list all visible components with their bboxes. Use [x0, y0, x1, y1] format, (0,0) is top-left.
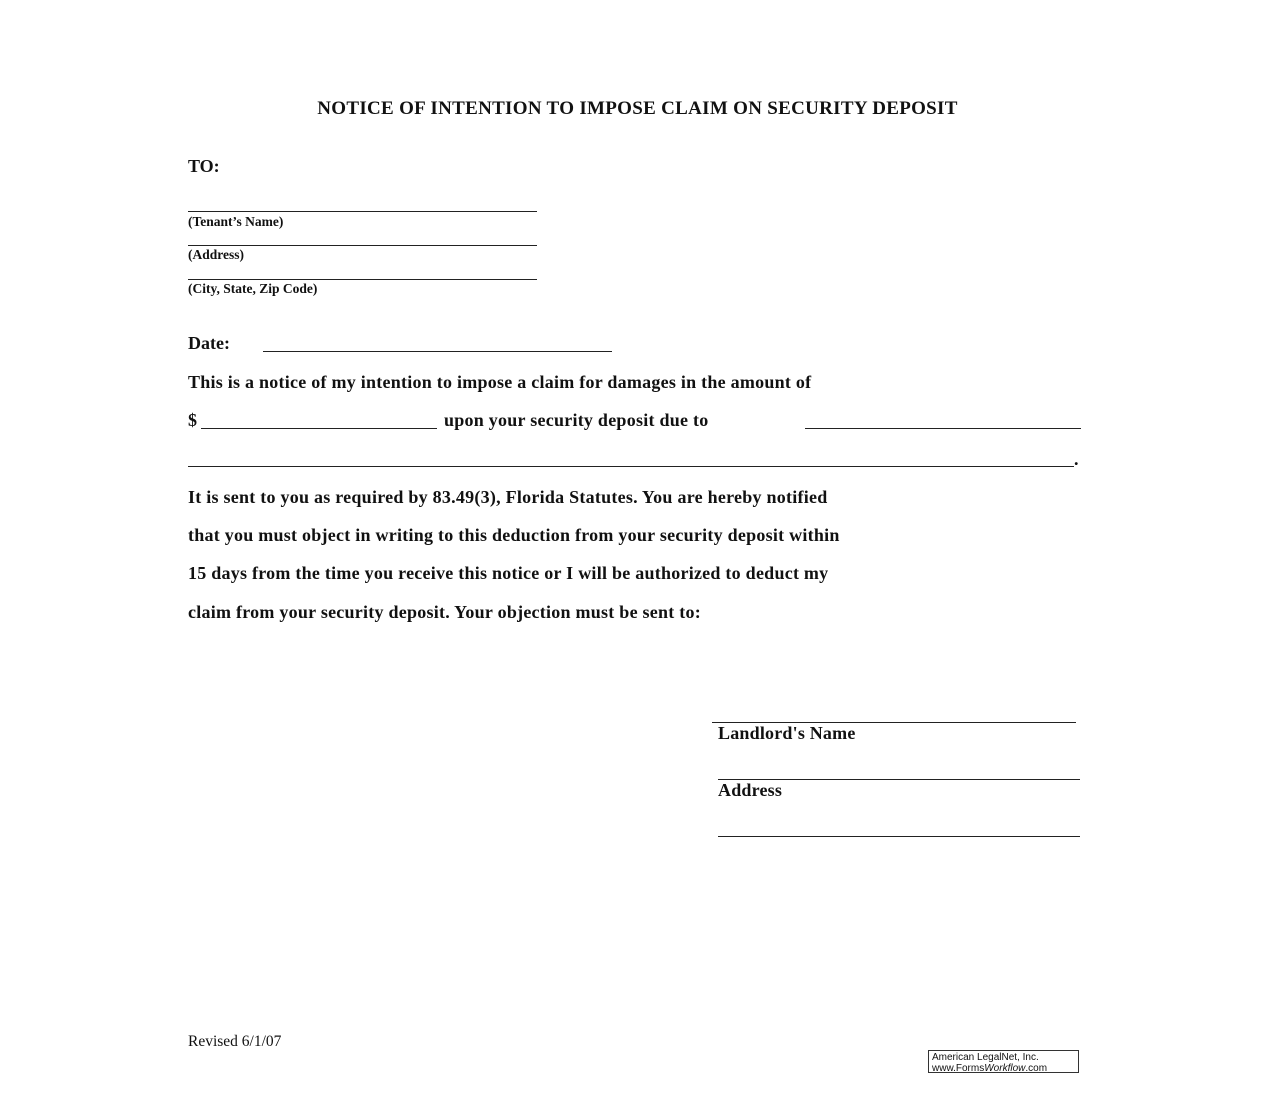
stamp-url-prefix: www.Forms — [932, 1063, 985, 1074]
reason-period: . — [1074, 449, 1079, 469]
upon-text: upon your security deposit due to — [444, 410, 709, 430]
tenant-city-line[interactable] — [188, 279, 537, 280]
to-label: TO: — [188, 156, 220, 176]
statute-line-2: that you must object in writing to this deduction from your security deposit within — [188, 525, 840, 545]
tenant-name-line[interactable] — [188, 211, 537, 212]
tenant-name-label: (Tenant’s Name) — [188, 214, 284, 229]
reason-line-1[interactable] — [805, 428, 1081, 429]
stamp-company: American LegalNet, Inc. — [932, 1052, 1039, 1063]
stamp-url-italic: Workflow — [984, 1063, 1026, 1074]
claim-line-2 — [188, 410, 197, 431]
dollar-sign: $ — [188, 410, 198, 430]
statute-line-1: It is sent to you as required by 83.49(3), Florida Statutes. You are hereby notified — [188, 487, 828, 507]
landlord-address-label: Address — [718, 780, 783, 800]
tenant-address-line[interactable] — [188, 245, 537, 246]
publisher-stamp — [928, 1050, 1079, 1073]
tenant-city-label: (City, State, Zip Code) — [188, 281, 318, 296]
landlord-name-label: Landlord's Name — [718, 723, 856, 743]
statute-line-3: 15 days from the time you receive this notice or I will be authorized to deduct my — [188, 563, 829, 583]
reason-line-2[interactable] — [188, 466, 1074, 467]
date-line[interactable] — [263, 351, 612, 352]
document-title: NOTICE OF INTENTION TO IMPOSE CLAIM ON SECURITY DEPOSIT — [317, 98, 958, 119]
landlord-address-line-2[interactable] — [718, 836, 1080, 837]
stamp-url — [932, 1063, 1078, 1074]
claim-line-1: This is a notice of my intention to impose a claim for damages in the amount of — [188, 372, 812, 392]
tenant-address-label: (Address) — [188, 247, 245, 262]
stamp-url-suffix: .com — [1025, 1063, 1048, 1074]
amount-line[interactable] — [201, 428, 437, 429]
date-label: Date: — [188, 333, 230, 353]
revised-date: Revised 6/1/07 — [188, 1033, 282, 1050]
statute-line-4: claim from your security deposit. Your objection must be sent to: — [188, 602, 702, 622]
